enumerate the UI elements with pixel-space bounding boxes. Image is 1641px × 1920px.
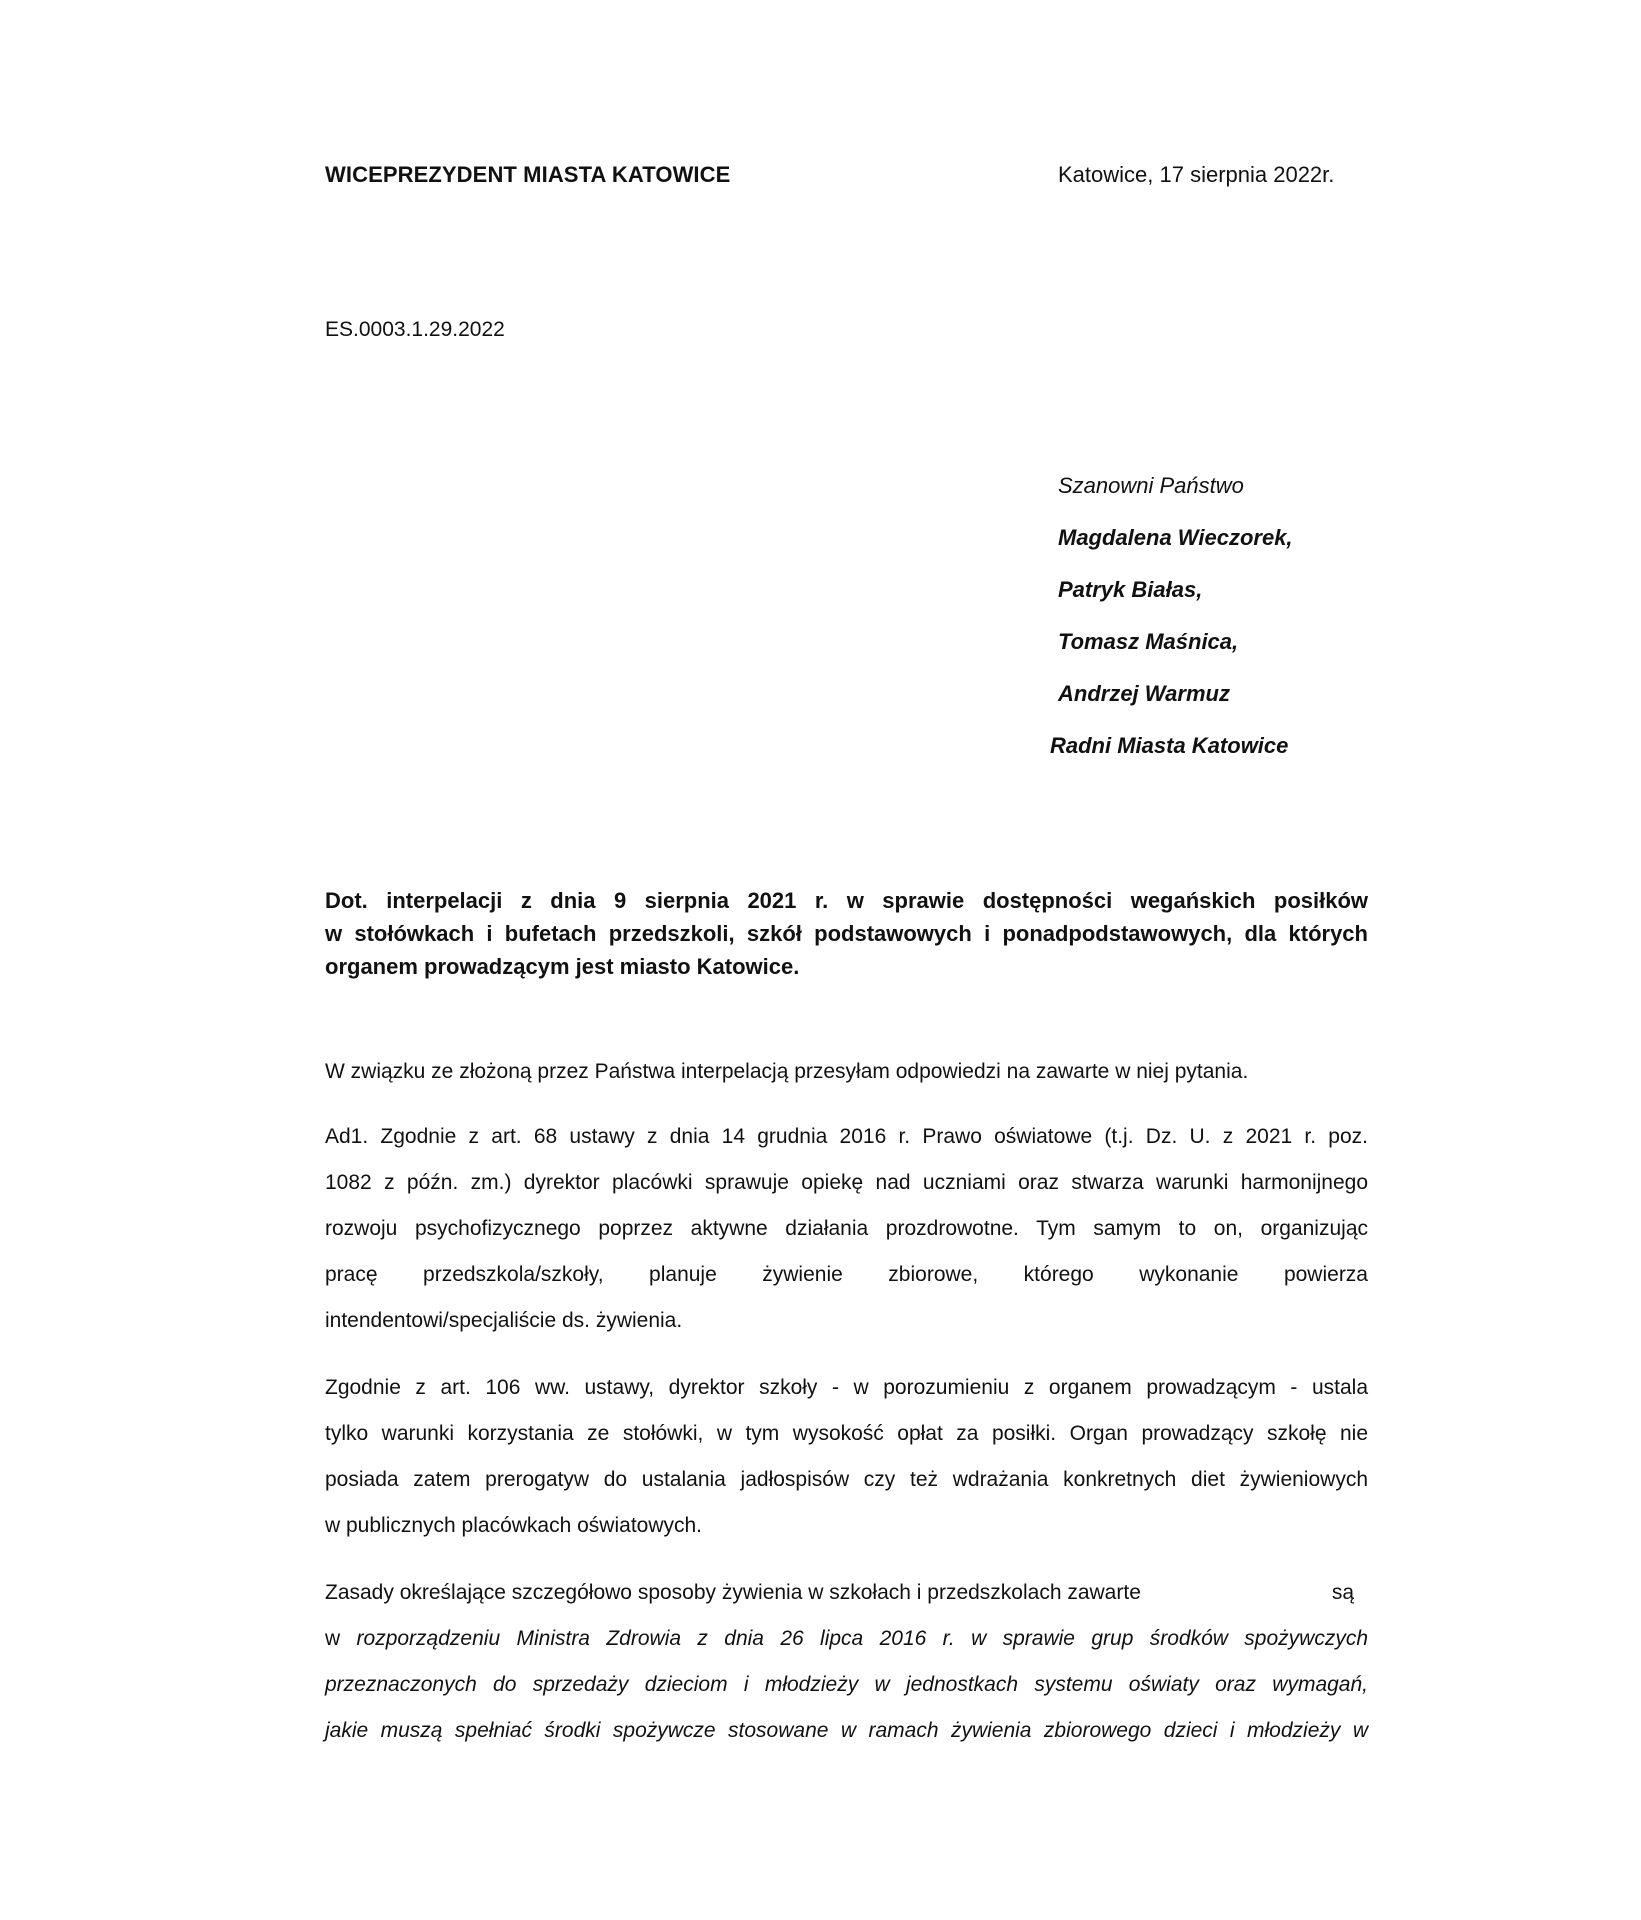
letter-date: Katowice, 17 sierpnia 2022r. [1058, 162, 1335, 187]
body-line: w publicznych placówkach oświatowych. [325, 1514, 703, 1537]
recipient-name: Patryk Białas, [1058, 577, 1203, 602]
subject-line: organem prowadzącym jest miasto Katowice. [325, 954, 800, 979]
art106-paragraph [325, 1373, 1368, 1557]
body-line: 1082 z późn. zm.) dyrektor placówki sprawuje opiekę nad uczniami oraz stwarza warunki harmonijnego [325, 1171, 1368, 1194]
ad1-paragraph [325, 1122, 1368, 1352]
body-text: w [325, 1627, 357, 1650]
recipients-block [1050, 472, 1293, 784]
body-text: są [1331, 1581, 1354, 1604]
body-line: intendentowi/specjaliście ds. żywienia. [325, 1309, 683, 1332]
body-line: przeznaczonych do sprzedaży dzieciom i młodzieży w jednostkach systemu oświaty oraz wymagań, [325, 1673, 1368, 1696]
body-line [325, 1624, 1368, 1670]
body-line: jakie muszą spełniać środki spożywcze stosowane w ramach żywienia zbiorowego dzieci i młodzieży w [325, 1719, 1368, 1742]
subject-line: w stołówkach i bufetach przedszkoli, szkół podstawowych i ponadpodstawowych, dla których [325, 921, 1368, 946]
body-line: tylko warunki korzystania ze stołówki, w tym wysokość opłat za posiłki. Organ prowadzący szkołę nie [325, 1422, 1368, 1445]
body-line [325, 1578, 1368, 1624]
body-line: pracę przedszkola/szkoły, planuje żywienie zbiorowe, którego wykonanie powierza [325, 1263, 1368, 1286]
sender-title: WICEPREZYDENT MIASTA KATOWICE [325, 162, 731, 187]
body-line: posiada zatem prerogatyw do ustalania jadłospisów czy też wdrażania konkretnych diet żywieniowych [325, 1468, 1368, 1491]
body-text: Zasady określające szczegółowo sposoby żywienia w szkołach i przedszkolach zawarte [325, 1581, 1141, 1604]
body-line: rozwoju psychofizycznego poprzez aktywne działania prozdrowotne. Tym samym to on, organizując [325, 1217, 1368, 1240]
subject-line: Dot. interpelacji z dnia 9 sierpnia 2021 r. w sprawie dostępności wegańskich posiłków [325, 888, 1368, 913]
greeting: Szanowni Państwo [1058, 473, 1244, 498]
recipients-title: Radni Miasta Katowice [1050, 733, 1289, 758]
zasady-paragraph [325, 1578, 1368, 1762]
regulation-title: rozporządzeniu Ministra Zdrowia z dnia 26 lipca 2016 r. w sprawie grup środków spożywczych [356, 1627, 1369, 1650]
body-line: W związku ze złożoną przez Państwa interpelacją przesyłam odpowiedzi na zawarte w niej pytania. [325, 1060, 1249, 1083]
reference-number: ES.0003.1.29.2022 [325, 318, 505, 341]
recipient-name: Tomasz Maśnica, [1058, 629, 1239, 654]
intro-paragraph [325, 1057, 1368, 1103]
recipient-name: Magdalena Wieczorek, [1058, 525, 1293, 550]
body-line: Ad1. Zgodnie z art. 68 ustawy z dnia 14 grudnia 2016 r. Prawo oświatowe (t.j. Dz. U. z 2021 r. poz. [325, 1125, 1368, 1148]
subject-paragraph [325, 884, 1368, 983]
recipient-name: Andrzej Warmuz [1058, 681, 1230, 706]
body-line: Zgodnie z art. 106 ww. ustawy, dyrektor szkoły - w porozumieniu z organem prowadzącym - ustala [325, 1376, 1368, 1399]
